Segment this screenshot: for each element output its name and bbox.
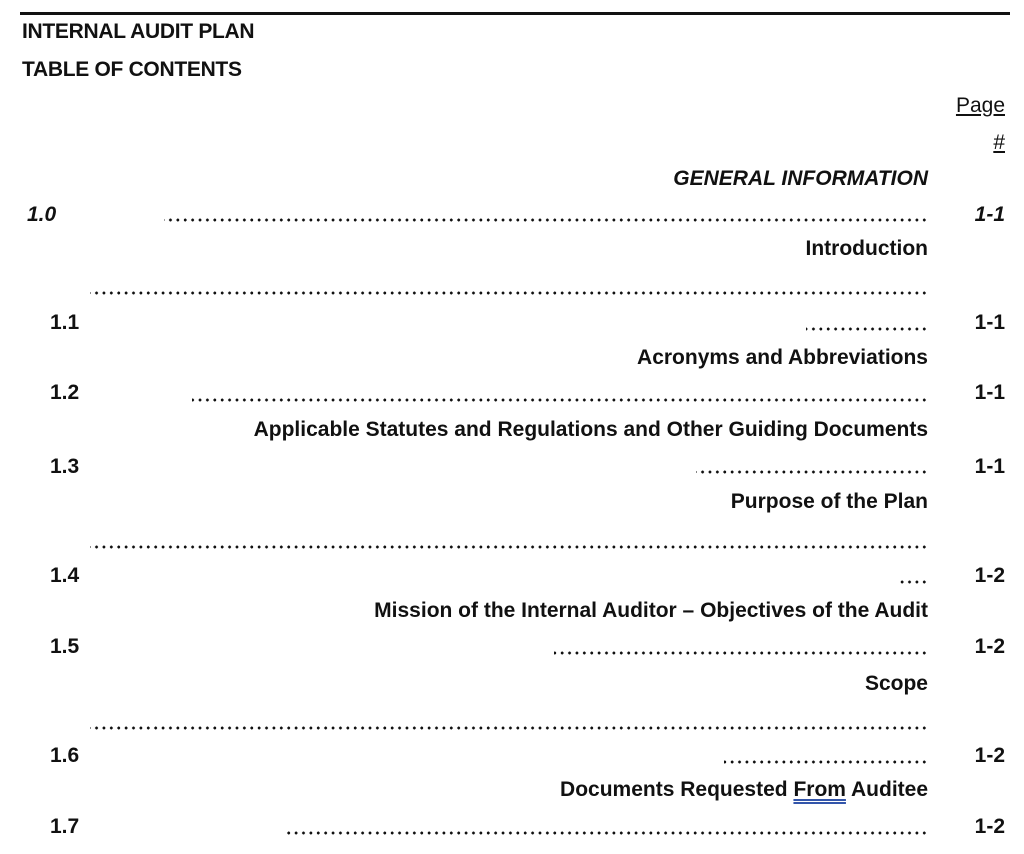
toc-entry-page[interactable]: 1-1: [974, 311, 1005, 334]
title-part: Auditee: [845, 778, 928, 801]
page-column-header: Page: [955, 94, 1005, 117]
toc-entry-page[interactable]: 1-2: [974, 635, 1005, 658]
toc-entry-page[interactable]: 1-1: [974, 381, 1005, 404]
dot-leader: [286, 831, 928, 835]
toc-entry-title[interactable]: Mission of the Internal Auditor – Objectives of the Audit: [374, 599, 928, 622]
dot-leader: [164, 218, 928, 222]
dot-leader: [192, 398, 928, 402]
dot-leader: [898, 580, 928, 584]
toc-entry-title[interactable]: Scope: [864, 672, 928, 695]
toc-entry-number: 1.4: [50, 564, 80, 587]
top-rule: [20, 12, 1010, 15]
toc-entry-page[interactable]: 1-1: [974, 455, 1005, 478]
toc-entry-number: 1.2: [50, 381, 80, 404]
page-column-header-hash: #: [993, 131, 1005, 154]
dot-leader: [724, 760, 928, 764]
toc-entry-number: 1.0: [27, 203, 57, 226]
toc-entry-page[interactable]: 1-2: [974, 815, 1005, 838]
toc-entry-title[interactable]: Purpose of the Plan: [730, 490, 928, 513]
toc-entry-title[interactable]: Applicable Statutes and Regulations and Other Guiding Documents: [253, 418, 928, 441]
toc-entry-number: 1.3: [50, 455, 80, 478]
toc-entry-number: 1.6: [50, 744, 80, 767]
grammar-flag-word[interactable]: From: [793, 778, 846, 801]
dot-leader: [90, 291, 928, 295]
toc-entry-number: 1.5: [50, 635, 80, 658]
toc-entry-page[interactable]: 1-1: [974, 203, 1005, 226]
toc-entry-title[interactable]: GENERAL INFORMATION: [673, 167, 928, 190]
dot-leader: [554, 651, 928, 655]
toc-entry-number: 1.1: [50, 311, 80, 334]
document-title: INTERNAL AUDIT PLAN: [22, 20, 255, 43]
toc-heading: TABLE OF CONTENTS: [22, 58, 242, 81]
toc-entry-page[interactable]: 1-2: [974, 564, 1005, 587]
toc-entry-title[interactable]: Acronyms and Abbreviations: [637, 346, 928, 369]
toc-entry-page[interactable]: 1-2: [974, 744, 1005, 767]
dot-leader: [696, 470, 928, 474]
dot-leader: [90, 726, 928, 730]
dot-leader: [90, 545, 928, 549]
toc-entry-title[interactable]: Introduction: [805, 237, 928, 260]
toc-entry-number: 1.7: [50, 815, 80, 838]
title-part: Documents Requested: [560, 778, 794, 801]
toc-entry-title[interactable]: [560, 778, 928, 802]
dot-leader: [806, 327, 928, 331]
